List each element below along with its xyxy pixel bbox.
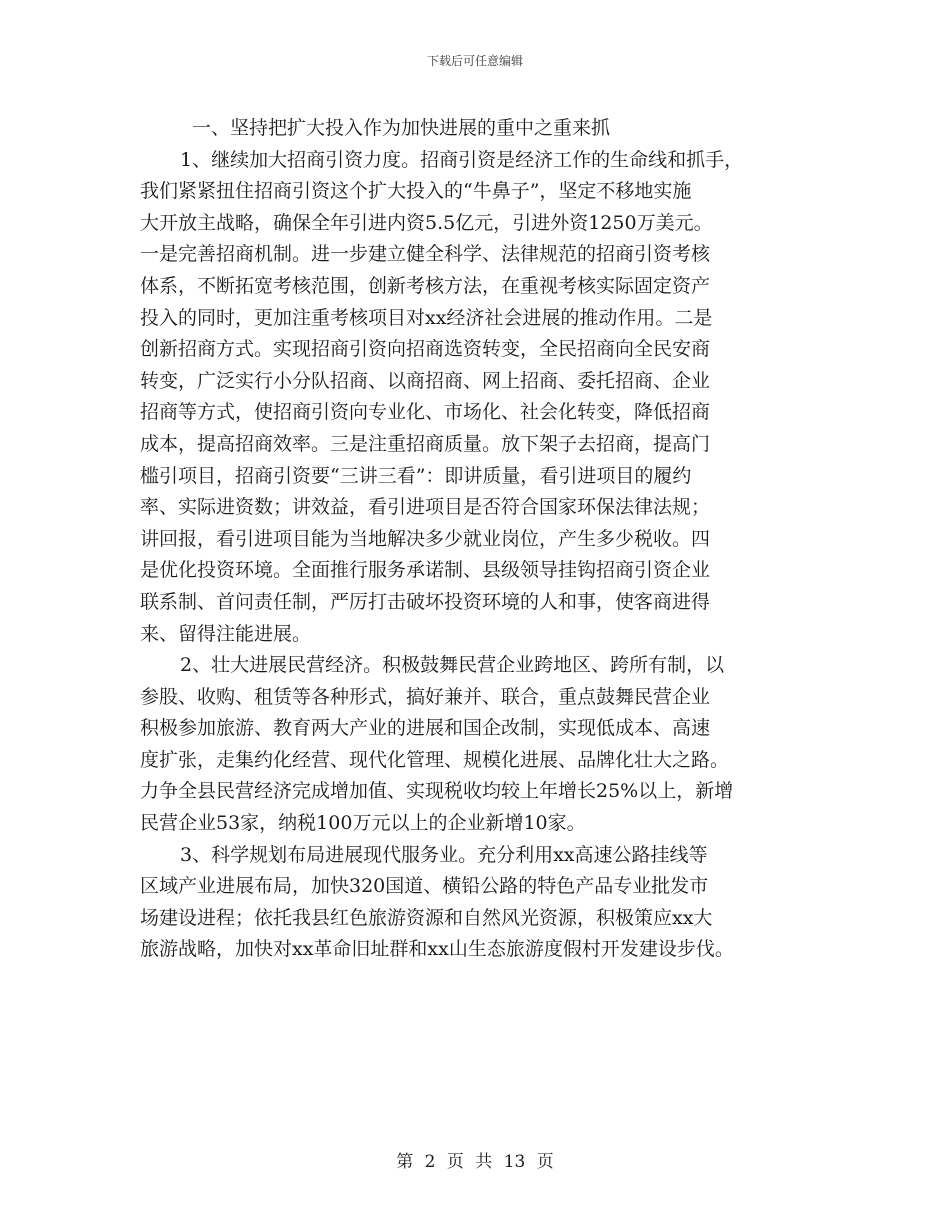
paragraph-1-line: 1、继续加大招商引资力度。招商引资是经济工作的生命线和抓手， bbox=[180, 148, 744, 171]
paragraph-1-line: 是优化投资环境。全面推行服务承诺制、县级领导挂钩招商引资企业 bbox=[140, 559, 711, 582]
page-number-footer: 第 2 页 共 13 页 bbox=[396, 1152, 554, 1172]
paragraph-1-line: 一是完善招商机制。进一步建立健全科学、法律规范的招商引资考核 bbox=[140, 243, 711, 266]
paragraph-2-line: 参股、收购、租赁等各种形式，搞好兼并、联合，重点鼓舞民营企业 bbox=[140, 685, 711, 708]
paragraph-3-line: 旅游战略，加快对xx革命旧址群和xx山生态旅游度假村开发建设步伐。 bbox=[140, 938, 734, 961]
paragraph-3-line: 场建设进程；依托我县红色旅游资源和自然风光资源，积极策应xx大 bbox=[140, 906, 713, 929]
paragraph-1-line: 槛引项目，招商引资要“三讲三看”：即讲质量，看引进项目的履约 bbox=[140, 464, 692, 487]
paragraph-2-line: 力争全县民营经济完成增加值、实现税收均较上年增长25%以上，新增 bbox=[140, 780, 734, 803]
document-body bbox=[140, 113, 830, 966]
paragraph-1-line: 成本，提高招商效率。三是注重招商质量。放下架子去招商，提高门 bbox=[140, 432, 711, 455]
paragraph-2-line: 民营企业53家，纳税100万元以上的企业新增10家。 bbox=[140, 812, 586, 835]
paragraph-1-line: 创新招商方式。实现招商引资向招商选资转变，全民招商向全民安商 bbox=[140, 338, 711, 361]
page-header: 下载后可任意编辑 bbox=[426, 54, 523, 68]
paragraph-2-line: 积极参加旅游、教育两大产业的进展和国企改制，实现低成本、高速 bbox=[140, 717, 711, 740]
paragraph-1-line: 招商等方式，使招商引资向专业化、市场化、社会化转变，降低招商 bbox=[140, 401, 711, 424]
paragraph-1-line: 我们紧紧扭住招商引资这个扩大投入的“牛鼻子”，坚定不移地实施 bbox=[140, 180, 692, 203]
paragraph-3-line: 区域产业进展布局，加快320国道、横铅公路的特色产品专业批发市 bbox=[140, 875, 709, 898]
paragraph-1-line: 联系制、首问责任制，严厉打击破坏投资环境的人和事，使客商进得 bbox=[140, 590, 711, 613]
paragraph-1-line: 率、实际进资数；讲效益，看引进项目是否符合国家环保法律法规； bbox=[140, 496, 711, 519]
paragraph-1-line: 体系，不断拓宽考核范围，创新考核方法，在重视考核实际固定资产 bbox=[140, 274, 711, 297]
paragraph-1-line: 讲回报，看引进项目能为当地解决多少就业岗位，产生多少税收。四 bbox=[140, 527, 711, 550]
paragraph-3-line: 3、科学规划布局进展现代服务业。充分利用xx高速公路挂线等 bbox=[180, 843, 708, 866]
paragraph-1-line: 投入的同时，更加注重考核项目对xx经济社会进展的推动作用。二是 bbox=[140, 306, 713, 329]
section-heading: 一、坚持把扩大投入作为加快进展的重中之重来抓 bbox=[192, 117, 611, 139]
paragraph-2-line: 度扩张，走集约化经营、现代化管理、规模化进展、品牌化壮大之路。 bbox=[140, 748, 730, 771]
paragraph-1-line: 来、留得注能进展。 bbox=[140, 622, 312, 645]
paragraph-1-line: 转变，广泛实行小分队招商、以商招商、网上招商、委托招商、企业 bbox=[140, 369, 711, 392]
paragraph-1-line: 大开放主战略，确保全年引进内资5.5亿元，引进外资1250万美元。 bbox=[140, 211, 713, 234]
paragraph-2-line: 2、壮大进展民营经济。积极鼓舞民营企业跨地区、跨所有制，以 bbox=[180, 654, 725, 677]
